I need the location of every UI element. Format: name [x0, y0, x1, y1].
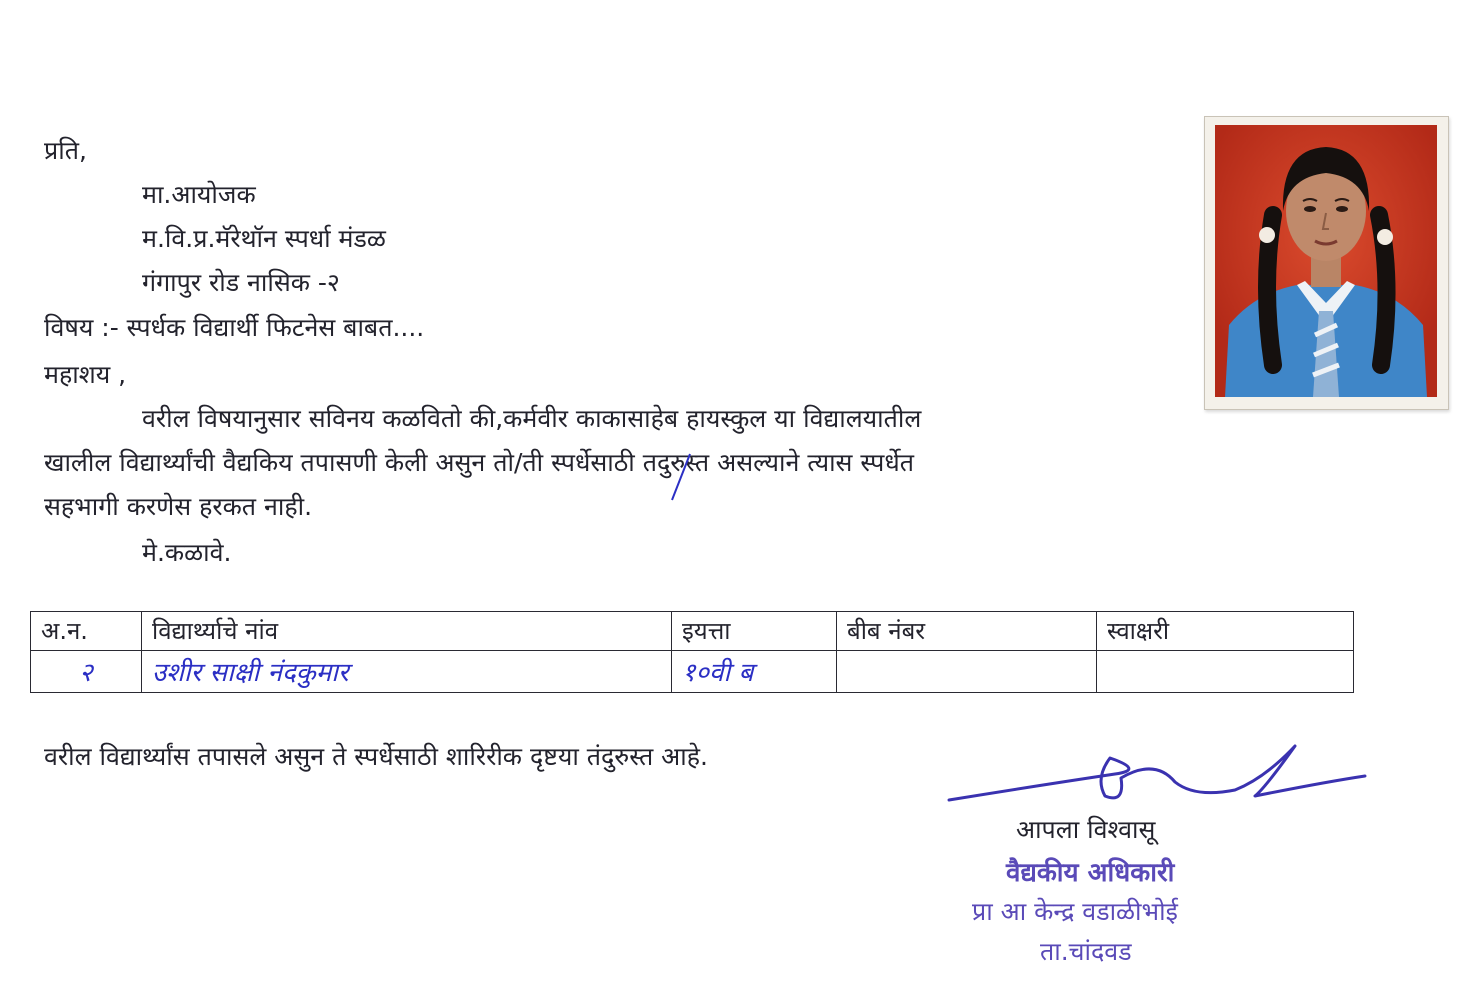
stamp-designation: वैद्यकीय अधिकारी [1006, 858, 1175, 888]
cell-bib-number [837, 650, 1097, 692]
doctor-signature [945, 738, 1370, 808]
body-line-3: सहभागी करणेस हरकत नाही. [44, 492, 313, 521]
cell-class: १०वी ब [672, 650, 837, 692]
stamp-taluka: ता.चांदवड [1040, 937, 1132, 966]
table-row [31, 650, 1354, 692]
addressee-line-1: मा.आयोजक [142, 180, 256, 209]
header-student-name: विद्यार्थ्याचे नांव [142, 612, 672, 651]
header-signature: स्वाक्षरी [1097, 612, 1354, 651]
addressee-line-3: गंगापुर रोड नासिक -२ [142, 268, 340, 297]
body-line-1: वरील विषयानुसार सविनय कळवितो की,कर्मवीर काकासाहेब हायस्कुल या विद्यालयातील [142, 404, 922, 433]
salutation: महाशय , [44, 360, 127, 389]
strike-mark [668, 452, 694, 504]
cell-serial: २ [31, 650, 142, 692]
to-label: प्रति, [44, 136, 87, 165]
cell-student-name: उशीर साक्षी नंदकुमार [142, 650, 672, 692]
stamp-centre: प्रा आ केन्द्र वडाळीभोई [972, 897, 1178, 926]
student-photo-image [1215, 125, 1437, 397]
header-bib-number: बीब नंबर [837, 612, 1097, 651]
closing-request: मे.कळावे. [142, 538, 232, 567]
student-table [30, 611, 1354, 693]
addressee-line-2: म.वि.प्र.मॅरेथॉन स्पर्धा मंडळ [142, 224, 386, 253]
header-serial: अ.न. [31, 612, 142, 651]
header-class: इयत्ता [672, 612, 837, 651]
table-header-row [31, 612, 1354, 651]
cell-signature [1097, 650, 1354, 692]
subject-line: विषय :- स्पर्धक विद्यार्थी फिटनेस बाबत.... [44, 313, 425, 342]
student-photo [1204, 116, 1449, 410]
certification-statement: वरील विद्यार्थ्यांस तपासले असुन ते स्पर्धेसाठी शारिरीक दृष्टया तंदुरुस्त आहे. [44, 742, 708, 771]
body-line-2: खालील विद्यार्थ्यांची वैद्यकिय तपासणी केली असुन तो/ती स्पर्धेसाठी तदुरुस्त असल्याने त्यास स्पर्धेत [44, 448, 914, 477]
yours-faithfully: आपला विश्वासू [1016, 815, 1156, 844]
